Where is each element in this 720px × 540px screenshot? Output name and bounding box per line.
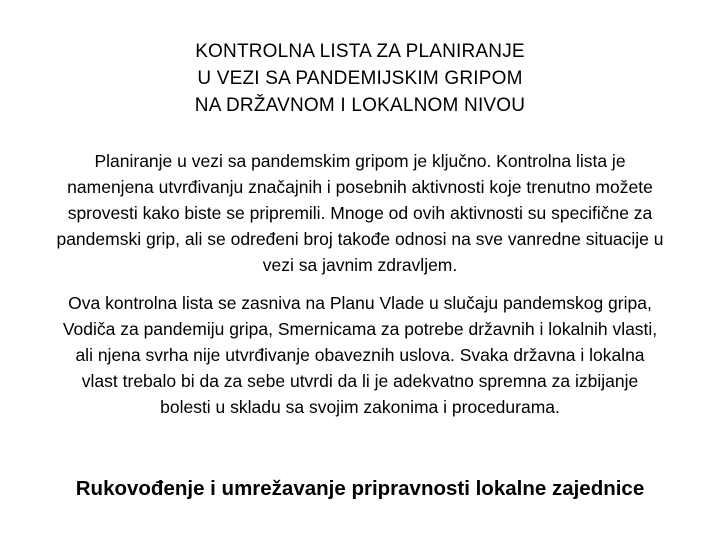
paragraph-line: Vodiča za pandemiju gripa, Smernicama za potrebe državnih i lokalnih vlasti, [62, 319, 658, 339]
section-heading: Rukovođenje i umrežavanje pripravnosti lokalne zajednice [75, 477, 645, 500]
paragraph-line: namenjena utvrđivanju značajnih i posebnih aktivnosti koje trenutno možete [67, 177, 653, 197]
title-line: NA DRŽAVNOM I LOKALNOM NIVOU [194, 95, 526, 116]
paragraph-line: Ova kontrolna lista se zasniva na Planu Vlade u slučaju pandemskog gripa, [68, 293, 652, 313]
paragraph-line: pandemski grip, ali se određeni broj takođe odnosi na sve vanredne situacije u [56, 229, 664, 249]
basis-paragraph [4, 290, 716, 420]
paragraph-line: sprovesti kako biste se pripremili. Mnoge od ovih aktivnosti su specifične za [67, 203, 653, 223]
paragraph-line: ali njena svrha nije utvrđivanje obaveznih uslova. Svaka državna i lokalna [75, 345, 645, 365]
intro-paragraph [4, 148, 716, 278]
paragraph-line: bolesti u skladu sa svojim zakonima i procedurama. [160, 397, 560, 417]
paragraph-line: Planiranje u vezi sa pandemskim gripom je ključno. Kontrolna lista je [94, 151, 626, 171]
paragraph-line: vlast trebalo bi da za sebe utvrdi da li je adekvatno spremna za izbijanje [81, 371, 639, 391]
title-line: KONTROLNA LISTA ZA PLANIRANJE [195, 41, 525, 62]
document-title [0, 38, 720, 119]
paragraph-line: vezi sa javnim zdravljem. [262, 255, 458, 275]
title-line: U VEZI SA PANDEMIJSKIM GRIPOM [197, 68, 523, 89]
